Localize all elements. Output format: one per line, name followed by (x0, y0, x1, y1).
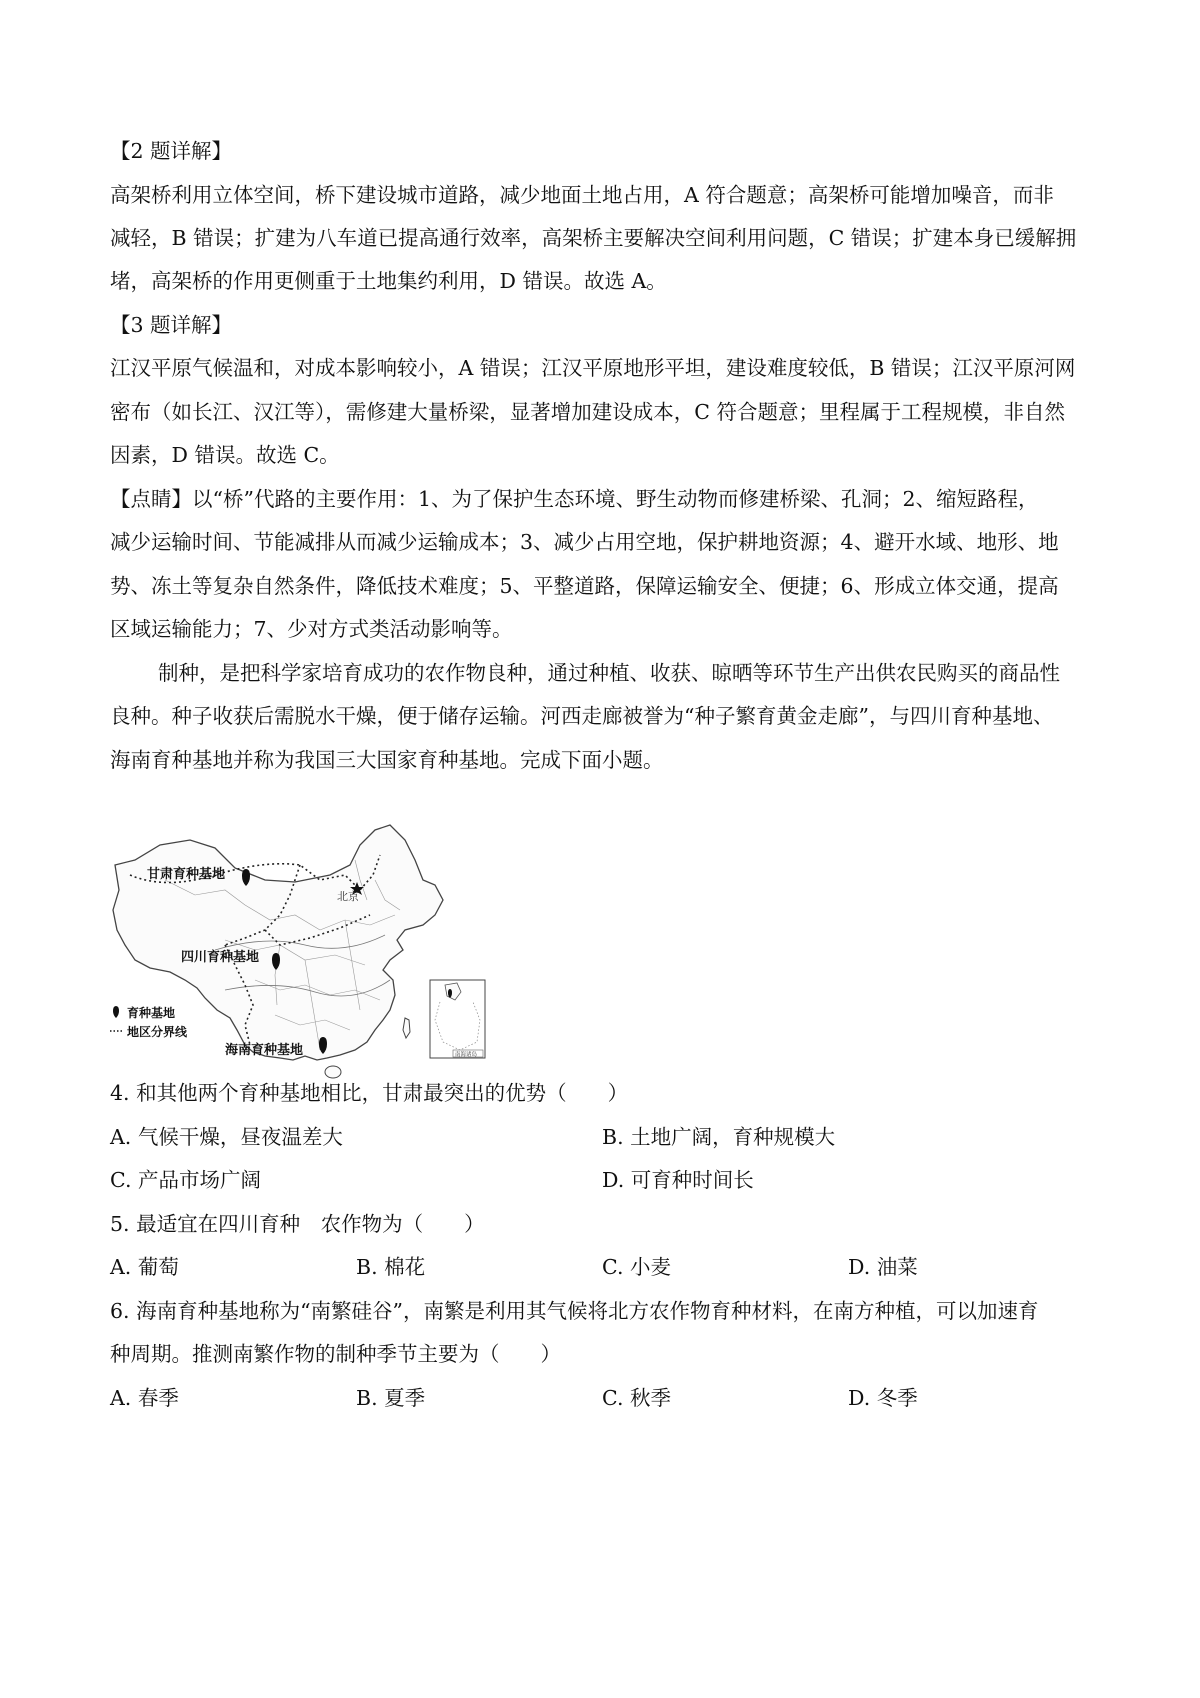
q4-option-c[interactable]: C. 产品市场广阔 (110, 1168, 261, 1192)
legend-boundary-label: 地区分界线 (127, 1025, 188, 1039)
legend-marker-icon (113, 1006, 119, 1018)
passage-line-2: 良种。种子收获后需脱水干燥，便于储存运输。河西走廊被誉为“种子繁育黄金走廊”，与四川育种基地、 (110, 704, 1054, 728)
q6-option-b[interactable]: B. 夏季 (356, 1386, 426, 1410)
gansu-base-label: 甘肃育种基地 (147, 867, 226, 882)
q2-line-1: 高架桥利用立体空间，桥下建设城市道路，减少地面土地占用，A 符合题意；高架桥可能增加噪音，而非 (110, 183, 1054, 207)
hainan-island (325, 1066, 341, 1078)
q2-line-2: 减轻，B 错误；扩建为八车道已提高通行效率，高架桥主要解决空间利用问题，C 错误；扩建本身已缓解拥 (110, 226, 1077, 250)
tip-line-3: 势、冻土等复杂自然条件，降低技术难度；5、平整道路，保障运输安全、便捷；6、形成立体交通，提高 (110, 574, 1059, 598)
q3-line-3: 因素，D 错误。故选 C。 (110, 443, 340, 467)
hainan-base-label: 海南育种基地 (225, 1043, 304, 1058)
q4-option-a[interactable]: A. 气候干燥，昼夜温差大 (110, 1125, 343, 1149)
legend-base-label: 育种基地 (127, 1006, 176, 1020)
q3-header: 【3 题详解】 (110, 313, 233, 337)
q6-option-c[interactable]: C. 秋季 (602, 1386, 671, 1410)
map-legend (110, 1005, 188, 1039)
q2-header: 【2 题详解】 (110, 139, 233, 163)
tip-line-4: 区域运输能力；7、少对方式类活动影响等。 (110, 617, 513, 641)
q4-option-d[interactable]: D. 可育种时间长 (602, 1168, 754, 1192)
south-china-sea-inset (430, 980, 485, 1058)
q2-line-3: 堵，高架桥的作用更侧重于土地集约利用，D 错误。故选 A。 (110, 269, 667, 293)
q6-option-d[interactable]: D. 冬季 (848, 1386, 918, 1410)
q5-option-a[interactable]: A. 葡萄 (110, 1255, 179, 1279)
tip-line-2: 减少运输时间、节能减排从而减少运输成本；3、减少占用空地，保护耕地资源；4、避开水域、地形、地 (110, 530, 1059, 554)
q4-stem: 4. 和其他两个育种基地相比，甘肃最突出的优势（ ） (110, 1081, 629, 1105)
q6-stem-line-2: 种周期。推测南繁作物的制种季节主要为（ ） (110, 1342, 561, 1366)
q3-line-2: 密布（如长江、汉江等），需修建大量桥梁，显著增加建设成本，C 符合题意；里程属于工程规模，非自然 (110, 400, 1065, 424)
q5-stem: 5. 最适宜在四川育种 农作物为（ ） (110, 1212, 485, 1236)
taiwan-island (403, 1018, 410, 1038)
q6-option-a[interactable]: A. 春季 (110, 1386, 179, 1410)
passage-line-3: 海南育种基地并称为我国三大国家育种基地。完成下面小题。 (110, 748, 664, 772)
inset-label: 南海诸岛 (455, 1052, 478, 1058)
beijing-label: 北京 (337, 890, 359, 903)
tip-line-1: 【点睛】以“桥”代路的主要作用：1、为了保护生态环境、野生动物而修建桥梁、孔洞；2、缩短路程， (110, 487, 1039, 511)
q5-option-b[interactable]: B. 棉花 (356, 1255, 426, 1279)
q5-option-c[interactable]: C. 小麦 (602, 1255, 671, 1279)
q4-option-b[interactable]: B. 土地广阔，育种规模大 (602, 1125, 836, 1149)
q3-line-1: 江汉平原气候温和，对成本影响较小，A 错误；江汉平原地形平坦，建设难度较低，B 错误；江汉平原河网 (110, 356, 1076, 380)
q5-option-d[interactable]: D. 油菜 (848, 1255, 918, 1279)
passage-line-1: 制种，是把科学家培育成功的农作物良种，通过种植、收获、晾晒等环节生产出供农民购买的商品性 (158, 661, 1060, 685)
sichuan-base-label: 四川育种基地 (181, 950, 260, 965)
q6-stem-line-1: 6. 海南育种基地称为“南繁硅谷”，南繁是利用其气候将北方农作物育种材料，在南方种植，可以加速育 (110, 1299, 1039, 1323)
china-breeding-base-map (105, 820, 545, 1160)
